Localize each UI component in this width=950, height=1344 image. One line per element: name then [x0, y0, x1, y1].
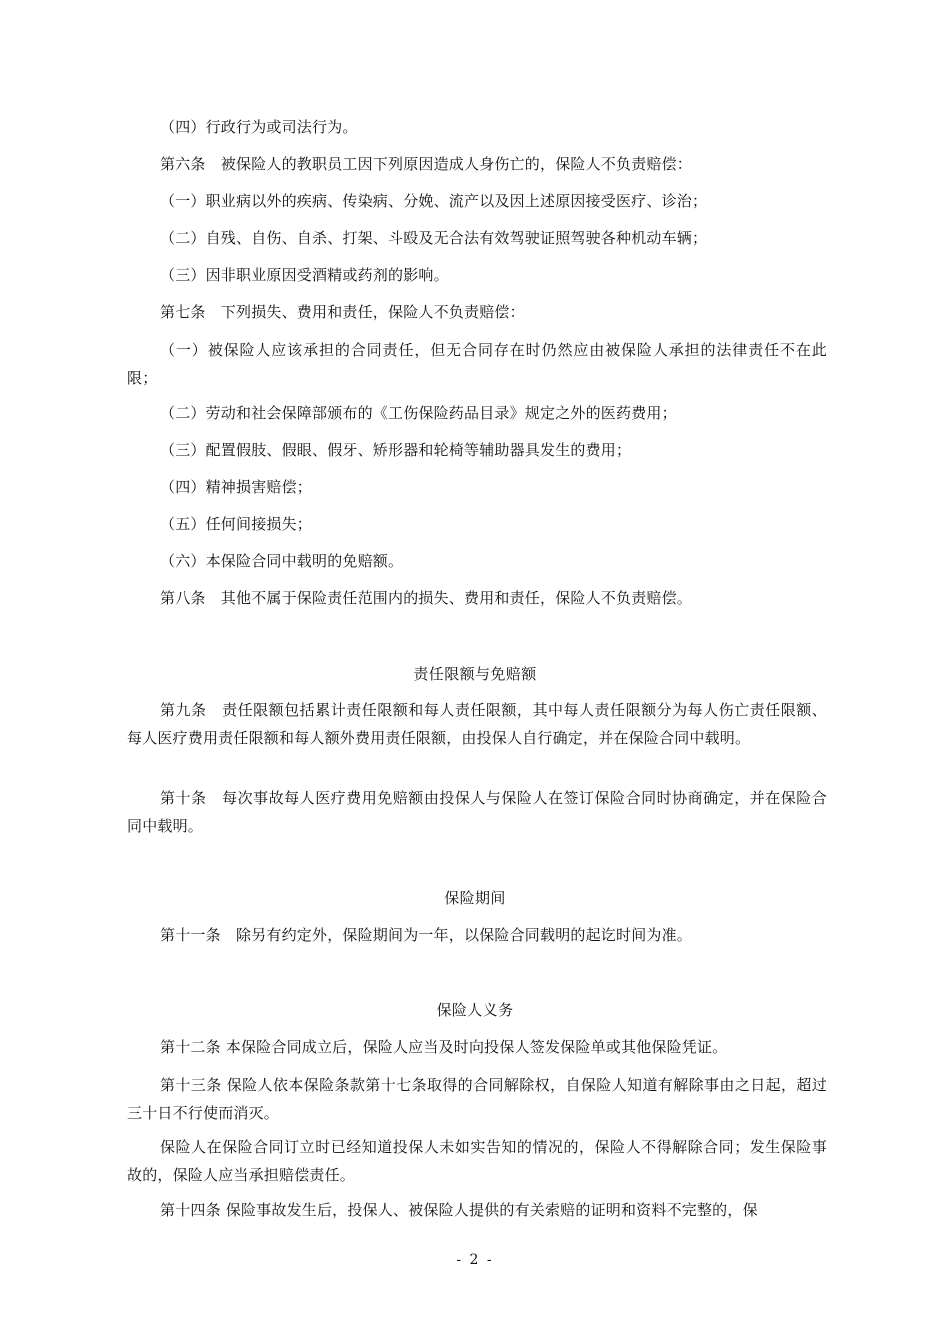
clause-item: （一）被保险人应该承担的合同责任，但无合同存在时仍然应由被保险人承担的法律责任不在此限； [127, 341, 827, 387]
article-12: 第十二条 本保险合同成立后，保险人应当及时向投保人签发保险单或其他保险凭证。 [160, 1038, 728, 1056]
article-6: 第六条 被保险人的教职员工因下列原因造成人身伤亡的，保险人不负责赔偿： [160, 155, 693, 173]
paragraph: 保险人在保险合同订立时已经知道投保人未如实告知的情况的，保险人不得解除合同；发生保险事故的，保险人应当承担赔偿责任。 [127, 1138, 827, 1184]
article-13: 第十三条 保险人依本保险条款第十七条取得的合同解除权，自保险人知道有解除事由之日起，超过三十日不行使而消灭。 [127, 1076, 827, 1122]
clause-item: （二）劳动和社会保障部颁布的《工伤保险药品目录》规定之外的医药费用； [160, 404, 677, 422]
article-10: 第十条 每次事故每人医疗费用免赔额由投保人与保险人在签订保险合同时协商确定，并在保险合同中载明。 [127, 789, 827, 835]
article-8: 第八条 其他不属于保险责任范围内的损失、费用和责任，保险人不负责赔偿。 [160, 589, 693, 607]
clause-item: （四）行政行为或司法行为。 [160, 118, 358, 136]
article-14: 第十四条 保险事故发生后，投保人、被保险人提供的有关索赔的证明和资料不完整的，保 [160, 1201, 758, 1219]
section-heading: 责任限额与免赔额 [413, 665, 537, 683]
article-11: 第十一条 除另有约定外，保险期间为一年，以保险合同载明的起讫时间为准。 [160, 926, 693, 944]
page-number: - 2 - [456, 1252, 494, 1268]
section-heading: 保险期间 [444, 889, 506, 907]
clause-item: （六）本保险合同中载明的免赔额。 [160, 552, 404, 570]
article-7: 第七条 下列损失、费用和责任，保险人不负责赔偿： [160, 303, 525, 321]
clause-item: （五）任何间接损失； [160, 515, 313, 533]
clause-item: （三）因非职业原因受酒精或药剂的影响。 [160, 266, 449, 284]
clause-item: （三）配置假肢、假眼、假牙、矫形器和轮椅等辅助器具发生的费用； [160, 441, 632, 459]
clause-item: （一）职业病以外的疾病、传染病、分娩、流产以及因上述原因接受医疗、诊治； [160, 192, 708, 210]
clause-item: （四）精神损害赔偿； [160, 478, 313, 496]
article-9: 第九条 责任限额包括累计责任限额和每人责任限额，其中每人责任限额分为每人伤亡责任限额、每人医疗费用责任限额和每人额外费用责任限额，由投保人自行确定，并在保险合同中载明。 [127, 701, 827, 747]
clause-item: （二）自残、自伤、自杀、打架、斗殴及无合法有效驾驶证照驾驶各种机动车辆； [160, 229, 708, 247]
section-heading: 保险人义务 [436, 1001, 514, 1019]
